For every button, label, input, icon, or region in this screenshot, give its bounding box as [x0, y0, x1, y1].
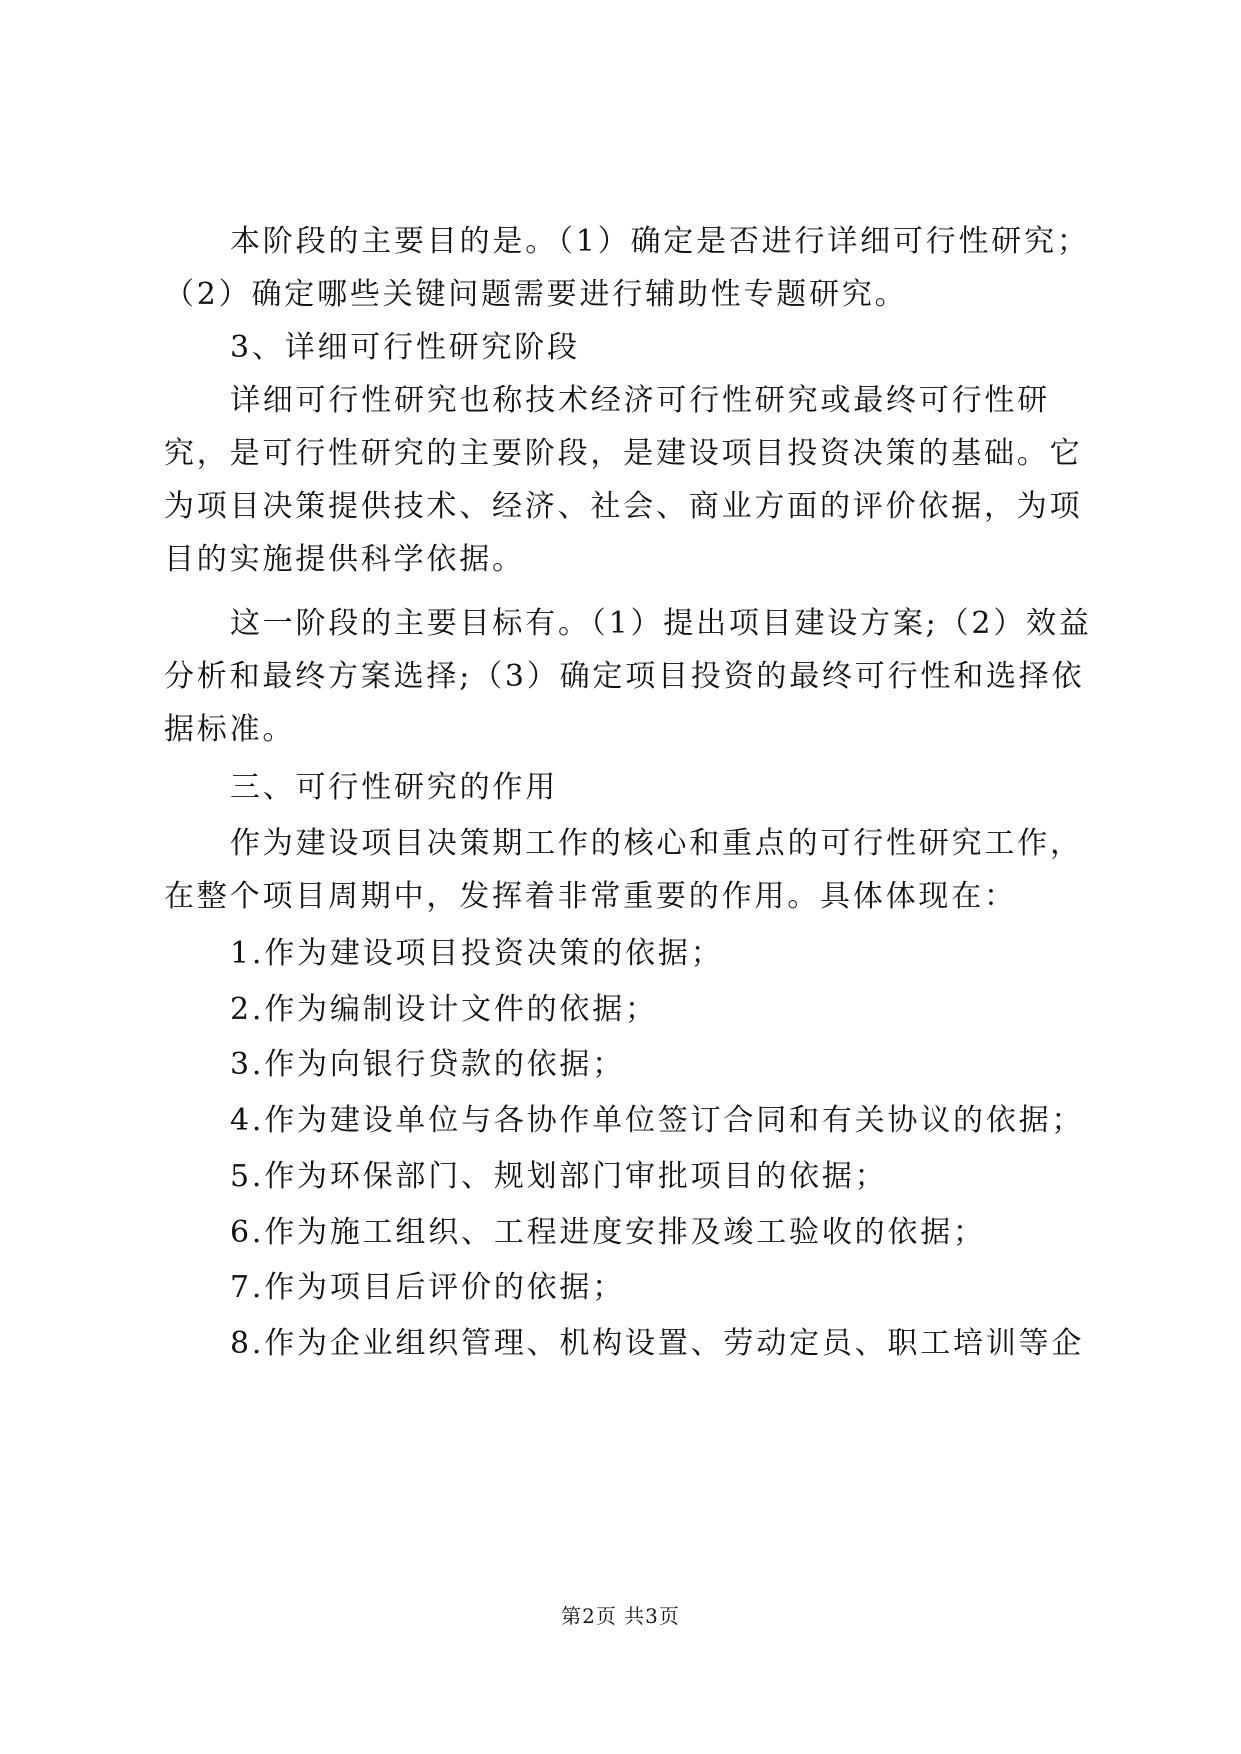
page-number-footer: 第2页 共3页	[561, 1604, 680, 1628]
list-item: 4.作为建设单位与各协作单位签订合同和有关协议的依据；	[230, 1103, 1085, 1138]
paragraph-line: 分析和最终方案选择;（3）确定项目投资的最终可行性和选择依	[164, 659, 1085, 694]
paragraph-line: 在整个项目周期中，发挥着非常重要的作用。具体体现在：	[164, 879, 1017, 914]
paragraph-line: 本阶段的主要目的是。（1）确定是否进行详细可行性研究；	[230, 224, 1090, 259]
paragraph-line: 为项目决策提供技术、经济、社会、商业方面的评价依据，为项	[164, 489, 1083, 524]
paragraph-line: （2）确定哪些关键问题需要进行辅助性专题研究。	[164, 277, 908, 312]
paragraph-line: 作为建设项目决策期工作的核心和重点的可行性研究工作，	[230, 826, 1083, 861]
list-item: 2.作为编制设计文件的依据；	[230, 992, 658, 1027]
list-item: 5.作为环保部门、规划部门审批项目的依据；	[230, 1159, 888, 1194]
list-item: 6.作为施工组织、工程进度安排及竣工验收的依据；	[230, 1215, 986, 1250]
paragraph-line: 详细可行性研究也称技术经济可行性研究或最终可行性研	[230, 383, 1050, 418]
paragraph-line: 究，是可行性研究的主要阶段，是建设项目投资决策的基础。它	[164, 436, 1083, 471]
list-item: 3.作为向银行贷款的依据；	[230, 1047, 626, 1082]
section-heading: 三、可行性研究的作用	[230, 770, 558, 805]
paragraph-line: 据标准。	[164, 712, 296, 747]
paragraph-line: 目的实施提供科学依据。	[164, 542, 525, 577]
list-item: 8.作为企业组织管理、机构设置、劳动定员、职工培训等企	[230, 1326, 1085, 1361]
list-item: 1.作为建设项目投资决策的依据；	[230, 936, 724, 971]
section-heading: 3、详细可行性研究阶段	[230, 330, 580, 365]
paragraph-line: 这一阶段的主要目标有。（1）提出项目建设方案;（2）效益	[230, 606, 1092, 641]
list-item: 7.作为项目后评价的依据；	[230, 1270, 626, 1305]
